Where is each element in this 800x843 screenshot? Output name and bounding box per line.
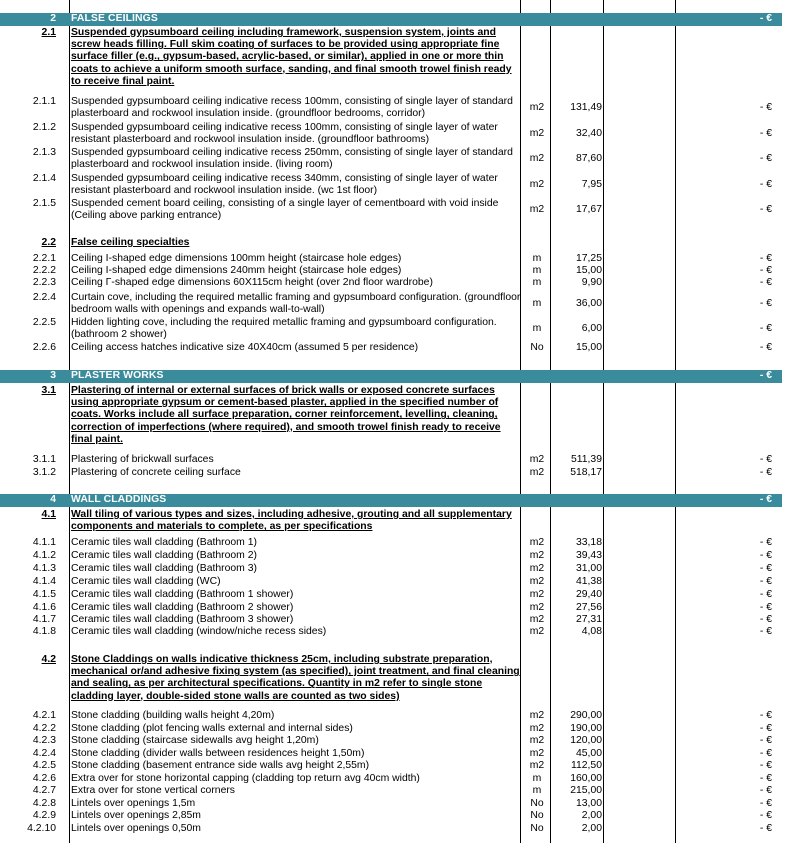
item-description: Ceramic tiles wall cladding (Bathroom 2) [71, 550, 257, 561]
item-amount: - € [759, 735, 772, 746]
item-number: 2.1.1 [32, 96, 56, 107]
item-quantity: 17,67 [575, 204, 602, 215]
item-number: 4.1.2 [32, 550, 56, 561]
group-title: Stone Claddings on walls indicative thickness 25cm, including substrate preparation, mechanical or/and adhesive fixing system (as specified), joint treatment, and final cleaning and sealing, as per architectural specifications. Quantity in m2 refer to single stone cladding layer, double-sided stone walls are counted as two sides) [71, 654, 520, 702]
item-description: Extra over for stone vertical corners [71, 785, 236, 796]
item-description: Stone cladding (divider walls between residences height 1,50m) [71, 748, 365, 759]
item-description: Ceiling Γ-shaped edge dimensions 60X115cm height (over 2nd floor wardrobe) [71, 277, 433, 288]
item-quantity: 9,90 [581, 277, 602, 288]
item-unit: m2 [529, 710, 545, 721]
item-unit: m2 [529, 102, 545, 113]
item-amount: - € [759, 823, 772, 834]
item-description: Ceramic tiles wall cladding (window/niche recess sides) [71, 626, 327, 637]
item-amount: - € [759, 614, 772, 625]
item-number: 4.1.5 [32, 589, 56, 600]
item-description: Plastering of concrete ceiling surface [71, 467, 241, 478]
item-description: Plastering of brickwall surfaces [71, 454, 214, 465]
item-description: Ceramic tiles wall cladding (Bathroom 3 shower) [71, 614, 294, 625]
section-number: 2 [50, 13, 56, 24]
item-unit: m [532, 323, 542, 334]
item-amount: - € [759, 253, 772, 264]
item-amount: - € [759, 537, 772, 548]
item-amount: - € [759, 773, 772, 784]
item-unit: m2 [529, 735, 545, 746]
item-number: 4.2.8 [32, 798, 56, 809]
item-description: Stone cladding (building walls height 4,20m) [71, 710, 275, 721]
item-amount: - € [759, 626, 772, 637]
item-amount: - € [759, 710, 772, 721]
item-number: 4.1.8 [32, 626, 56, 637]
item-description: Curtain cove, including the required metallic framing and gypsumboard configuration. (groundfloor bedroom walls with openings and expands wall-to-wall) [71, 292, 521, 316]
item-unit: m2 [529, 602, 545, 613]
item-quantity: 2,00 [581, 810, 602, 821]
section-amount: - € [759, 370, 772, 381]
item-quantity: 112,50 [570, 760, 602, 771]
item-amount: - € [759, 748, 772, 759]
item-quantity: 31,00 [575, 563, 602, 574]
item-amount: - € [759, 589, 772, 600]
item-unit: m2 [529, 576, 545, 587]
item-number: 2.2.6 [32, 342, 56, 353]
item-quantity: 87,60 [575, 153, 602, 164]
item-amount: - € [759, 723, 772, 734]
item-amount: - € [759, 153, 772, 164]
group-number: 4.1 [41, 509, 56, 520]
item-unit: m2 [529, 153, 545, 164]
section-title: PLASTER WORKS [71, 370, 164, 381]
item-number: 4.1.4 [32, 576, 56, 587]
item-unit: m2 [529, 467, 545, 478]
item-number: 2.1.2 [32, 122, 56, 133]
item-number: 4.2.2 [32, 723, 56, 734]
item-unit: m [532, 277, 542, 288]
item-amount: - € [759, 798, 772, 809]
item-description: Ceiling access hatches indicative size 40X40cm (assumed 5 per residence) [71, 342, 419, 353]
item-quantity: 45,00 [575, 748, 602, 759]
item-unit: No [530, 798, 544, 809]
item-quantity: 190,00 [570, 723, 602, 734]
item-number: 4.1.3 [32, 563, 56, 574]
item-amount: - € [759, 265, 772, 276]
section-number: 3 [50, 370, 56, 381]
item-number: 4.2.5 [32, 760, 56, 771]
item-unit: m2 [529, 563, 545, 574]
item-amount: - € [759, 204, 772, 215]
item-amount: - € [759, 454, 772, 465]
item-amount: - € [759, 785, 772, 796]
item-unit: m2 [529, 723, 545, 734]
item-unit: m [532, 773, 542, 784]
section-header [0, 494, 782, 507]
item-unit: m2 [529, 589, 545, 600]
item-description: Suspended gypsumboard ceiling indicative recess 100mm, consisting of single layer of standard plasterboard and rockwool insulation inside. (groundfloor bedrooms, corridor) [71, 96, 513, 120]
group-number: 2.1 [41, 27, 56, 38]
item-description: Ceiling I-shaped edge dimensions 100mm height (staircase hole edges) [71, 253, 402, 264]
item-quantity: 290,00 [570, 710, 602, 721]
item-amount: - € [759, 179, 772, 190]
item-number: 2.2.5 [32, 317, 56, 328]
item-unit: m2 [529, 760, 545, 771]
item-description: Suspended gypsumboard ceiling indicative recess 250mm, consisting of single layer of standard plasterboard and rockwool insulation inside. (living room) [71, 147, 513, 171]
item-number: 2.2.1 [32, 253, 56, 264]
item-unit: m2 [529, 537, 545, 548]
item-number: 2.1.3 [32, 147, 56, 158]
item-quantity: 518,17 [570, 467, 602, 478]
item-quantity: 6,00 [581, 323, 602, 334]
item-unit: m2 [529, 614, 545, 625]
item-quantity: 33,18 [575, 537, 602, 548]
column-rule [603, 0, 604, 843]
item-quantity: 215,00 [570, 785, 602, 796]
item-quantity: 41,38 [575, 576, 602, 587]
item-unit: No [530, 342, 544, 353]
item-description: Suspended cement board ceiling, consisting of a single layer of cementboard with void inside (Ceiling above parking entrance) [71, 198, 499, 222]
item-quantity: 2,00 [581, 823, 602, 834]
item-unit: m2 [529, 550, 545, 561]
item-description: Lintels over openings 0,50m [71, 823, 201, 834]
item-quantity: 36,00 [575, 298, 602, 309]
item-quantity: 120,00 [570, 735, 602, 746]
item-description: Ceramic tiles wall cladding (Bathroom 2 shower) [71, 602, 294, 613]
item-unit: m2 [529, 748, 545, 759]
item-quantity: 13,00 [575, 798, 602, 809]
column-rule [69, 0, 70, 843]
group-number: 3.1 [41, 385, 56, 396]
item-unit: m [532, 253, 542, 264]
item-amount: - € [759, 298, 772, 309]
item-amount: - € [759, 128, 772, 139]
item-number: 4.1.7 [32, 614, 56, 625]
item-description: Stone cladding (staircase sidewalls avg height 1,20m) [71, 735, 319, 746]
item-unit: m [532, 785, 542, 796]
item-unit: m [532, 298, 542, 309]
item-quantity: 4,08 [581, 626, 602, 637]
item-unit: m2 [529, 626, 545, 637]
item-number: 4.2.1 [32, 710, 56, 721]
item-number: 4.2.10 [27, 823, 56, 834]
item-unit: m [532, 265, 542, 276]
item-unit: m2 [529, 454, 545, 465]
item-description: Ceramic tiles wall cladding (WC) [71, 576, 221, 587]
item-quantity: 17,25 [575, 253, 602, 264]
section-amount: - € [759, 494, 772, 505]
item-number: 2.1.4 [32, 173, 56, 184]
item-number: 4.2.6 [32, 773, 56, 784]
item-unit: m2 [529, 179, 545, 190]
section-header [0, 13, 782, 26]
group-title: False ceiling specialties [71, 237, 190, 248]
item-number: 2.2.2 [32, 265, 56, 276]
item-number: 2.2.3 [32, 277, 56, 288]
item-amount: - € [759, 467, 772, 478]
item-amount: - € [759, 576, 772, 587]
item-unit: No [530, 810, 544, 821]
item-number: 4.1.1 [32, 537, 56, 548]
item-quantity: 32,40 [575, 128, 602, 139]
item-quantity: 131,49 [570, 102, 602, 113]
item-number: 2.1.5 [32, 198, 56, 209]
section-number: 4 [50, 494, 56, 505]
item-unit: No [530, 823, 544, 834]
item-quantity: 39,43 [575, 550, 602, 561]
item-description: Hidden lighting cove, including the required metallic framing and gypsumboard configuration. (bathroom 2 shower) [71, 317, 497, 341]
item-amount: - € [759, 102, 772, 113]
item-amount: - € [759, 550, 772, 561]
item-description: Stone cladding (plot fencing walls external and internal sides) [71, 723, 353, 734]
group-title: Plastering of internal or external surfaces of brick walls or exposed concrete surfaces using appropriate gypsum or cement-based plaster, applied in the specified number of coats. Works include all surface preparation, corner reinforcement, levelling, cleaning, correction of imperfections (where required), and smooth trowel finish ready to receive final paint. [71, 385, 501, 445]
item-description: Ceramic tiles wall cladding (Bathroom 1 shower) [71, 589, 294, 600]
item-quantity: 27,31 [575, 614, 602, 625]
item-description: Suspended gypsumboard ceiling indicative recess 100mm, consisting of single layer of water resistant plasterboard and rockwool insulation inside. (groundfloor bathrooms) [71, 122, 498, 146]
item-amount: - € [759, 760, 772, 771]
item-number: 4.2.9 [32, 810, 56, 821]
item-unit: m2 [529, 128, 545, 139]
group-title: Suspended gypsumboard ceiling including framework, suspension system, joints and screw heads filling. Full skim coating of surfaces to be provided using appropriate fine surface filler (e.g., gypsum-based, acrylic-based, or similar), applied in one or more thin coats to achieve a uniform smooth surface, sanding, and final smooth trowel finish ready to receive final paint. [71, 27, 512, 87]
section-title: WALL CLADDINGS [71, 494, 167, 505]
item-amount: - € [759, 323, 772, 334]
section-title: FALSE CEILINGS [71, 13, 158, 24]
item-amount: - € [759, 602, 772, 613]
item-description: Ceramic tiles wall cladding (Bathroom 1) [71, 537, 257, 548]
item-amount: - € [759, 342, 772, 353]
item-description: Suspended gypsumboard ceiling indicative recess 340mm, consisting of single layer of water resistant plasterboard and rockwool insulation inside. (wc 1st floor) [71, 173, 498, 197]
item-number: 4.2.4 [32, 748, 56, 759]
section-header [0, 370, 782, 383]
item-description: Stone cladding (basement entrance side walls avg height 2,55m) [71, 760, 370, 771]
item-quantity: 27,56 [575, 602, 602, 613]
item-number: 3.1.2 [32, 467, 56, 478]
group-title: Wall tiling of various types and sizes, including adhesive, grouting and all supplementary components and materials to complete, as per specifications [71, 509, 512, 533]
item-description: Lintels over openings 1,5m [71, 798, 196, 809]
group-number: 4.2 [41, 654, 56, 665]
item-amount: - € [759, 810, 772, 821]
item-amount: - € [759, 563, 772, 574]
item-number: 4.1.6 [32, 602, 56, 613]
item-description: Ceiling I-shaped edge dimensions 240mm height (staircase hole edges) [71, 265, 402, 276]
item-quantity: 15,00 [575, 342, 602, 353]
item-number: 4.2.7 [32, 785, 56, 796]
section-amount: - € [759, 13, 772, 24]
item-description: Ceramic tiles wall cladding (Bathroom 3) [71, 563, 257, 574]
item-number: 3.1.1 [32, 454, 56, 465]
item-description: Extra over for stone horizontal capping (cladding top return avg 40cm width) [71, 773, 420, 784]
item-amount: - € [759, 277, 772, 288]
item-quantity: 29,40 [575, 589, 602, 600]
item-quantity: 511,39 [570, 454, 602, 465]
item-quantity: 15,00 [575, 265, 602, 276]
item-number: 2.2.4 [32, 292, 56, 303]
item-quantity: 7,95 [581, 179, 602, 190]
item-quantity: 160,00 [570, 773, 602, 784]
item-number: 4.2.3 [32, 735, 56, 746]
group-number: 2.2 [41, 237, 56, 248]
item-description: Lintels over openings 2,85m [71, 810, 201, 821]
item-unit: m2 [529, 204, 545, 215]
